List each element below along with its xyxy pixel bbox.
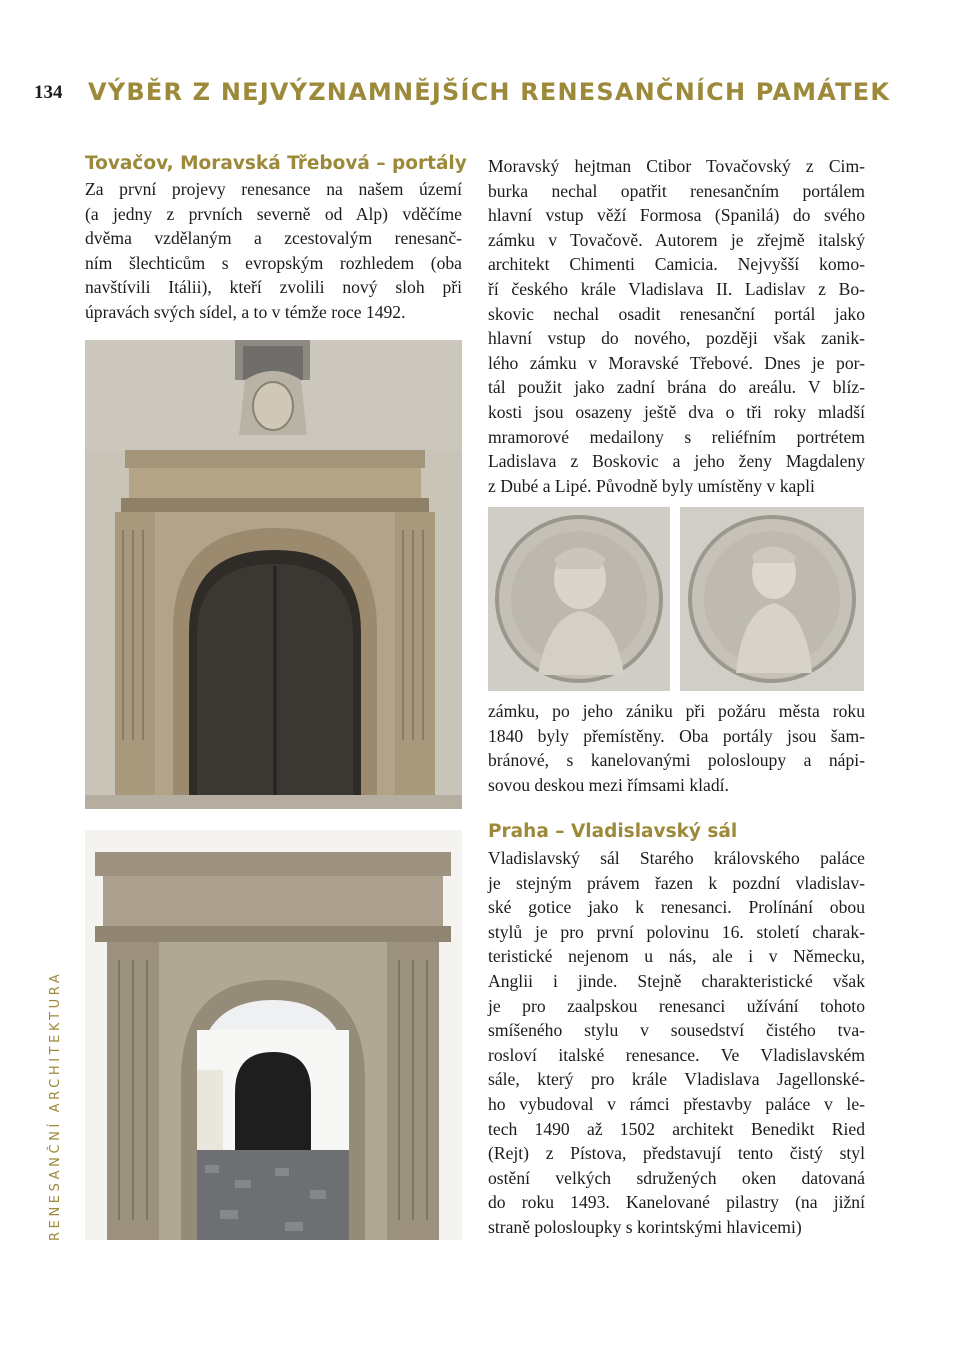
praha-portal-image (85, 830, 462, 1240)
tovacov-portal-image (85, 340, 462, 809)
section-paragraph-praha (488, 846, 865, 1240)
text-line: Anglii i jinde. Stejně charakteristické však (488, 970, 865, 991)
text-line: je pro zaalpskou renesanci užívání tohoto (488, 995, 865, 1016)
text-line: mramorové medailony s reliéfním portrétem (488, 426, 865, 447)
text-line: navštívili Itálii), kteří zvolili nový sloh při (85, 277, 462, 298)
paragraph-medallions-continuation (488, 699, 865, 797)
text-line: ří českého krále Vladislava II. Ladislav z Bo- (488, 278, 865, 299)
photo-tovacov-portal (85, 340, 462, 809)
medallion-ladislav (488, 507, 670, 691)
text-line: lého zámku v Moravské Třebové. Dnes je por- (488, 352, 865, 373)
text-line: zámku v Tovačově. Autorem je zřejmě italský (488, 229, 865, 250)
text-line: teristické nejenom u nás, ale i v Německu, (488, 946, 865, 967)
text-line: tál použit jako zadní brána do areálu. V blíz- (488, 377, 865, 398)
medallion-magdalena-image (680, 507, 864, 691)
paragraph-portals-description (488, 154, 865, 498)
text-line: ním šlechticům s evropským rozhledem (oba (85, 252, 462, 273)
side-section-label: RENESANČNÍ ARCHITEKTURA (48, 970, 63, 1241)
text-line: (Rejt) z Pístova, představují tento čistý styl (488, 1143, 865, 1164)
text-line: architekt Chimenti Camicia. Nejvyšší komo- (488, 254, 865, 275)
section-paragraph-tovacov (85, 177, 462, 325)
text-line: hlavní vstup věží Formosa (Spanilá) do svého (488, 205, 865, 226)
text-line: ho vybudoval v rámci přestavby paláce v le- (488, 1093, 865, 1114)
text-line: skovic nechal osadit renesanční portál jako (488, 303, 865, 324)
section-heading-praha: Praha – Vladislavský sál (488, 821, 738, 842)
text-line: Ladislava z Boskovic a jeho ženy Magdaleny (488, 451, 865, 472)
text-line: 1840 byly přemístěny. Oba portály jsou šam- (488, 725, 865, 746)
page-number: 134 (34, 82, 63, 103)
text-line: stylů je pro první polovinu 16. století charak- (488, 921, 865, 942)
text-line: ské gotice jako k renesanci. Prolínání obou (488, 897, 865, 918)
text-line: straně polosloupky s korintskými hlavicemi) (488, 1216, 802, 1237)
text-line: ostění velkých sdružených oken datovaná (488, 1167, 865, 1188)
text-line: Vladislavský sál Starého královského paláce (488, 848, 865, 868)
text-line: (a jedny z prvních severně od Alp) vděčíme (85, 203, 462, 224)
text-line: z Dubé a Lipé. Původně byly umístěny v kapli (488, 475, 815, 496)
text-line: Za první projevy renesance na našem území (85, 179, 462, 199)
text-line: smíšeného stylu v sousedství čistého tva- (488, 1020, 865, 1041)
text-line: úpravách svých sídel, a to v témže roce 1492. (85, 301, 406, 322)
text-line: bránové, s kanelovanými polosloupy a nápi- (488, 750, 865, 771)
section-heading-tovacov: Tovačov, Moravská Třebová – portály (85, 153, 467, 174)
text-line: dvěma vzdělaným a zcestovalým renesanč- (85, 228, 462, 249)
text-line: sovou deskou mezi římsami kladí. (488, 774, 729, 795)
photo-praha-portal (85, 830, 462, 1240)
text-line: zámku, po jeho zániku při požáru města roku (488, 701, 865, 721)
text-line: rosloví italské renesance. Ve Vladislavském (488, 1044, 865, 1065)
text-line: je stejným právem řazen k pozdní vladislav- (488, 872, 865, 893)
text-line: sále, který pro krále Vladislava Jagellonské- (488, 1069, 865, 1090)
text-line: Moravský hejtman Ctibor Tovačovský z Cim- (488, 156, 865, 176)
text-line: burka nechal opatřit renesančním portálem (488, 180, 865, 201)
chapter-title: VÝBĚR Z NEJVÝZNAMNĚJŠÍCH RENESANČNÍCH PAMÁTEK (88, 78, 891, 106)
text-line: tech 1490 až 1502 architekt Benedikt Ried (488, 1118, 865, 1139)
text-line: kosti jsou osazeny ještě dva o tři roky mladší (488, 401, 865, 422)
text-line: do roku 1493. Kanelované pilastry (na jižní (488, 1192, 865, 1213)
text-line: hlavní vstup do nového, později však zanik- (488, 328, 865, 349)
medallion-ladislav-image (488, 507, 670, 691)
medallion-magdalena (680, 507, 864, 691)
